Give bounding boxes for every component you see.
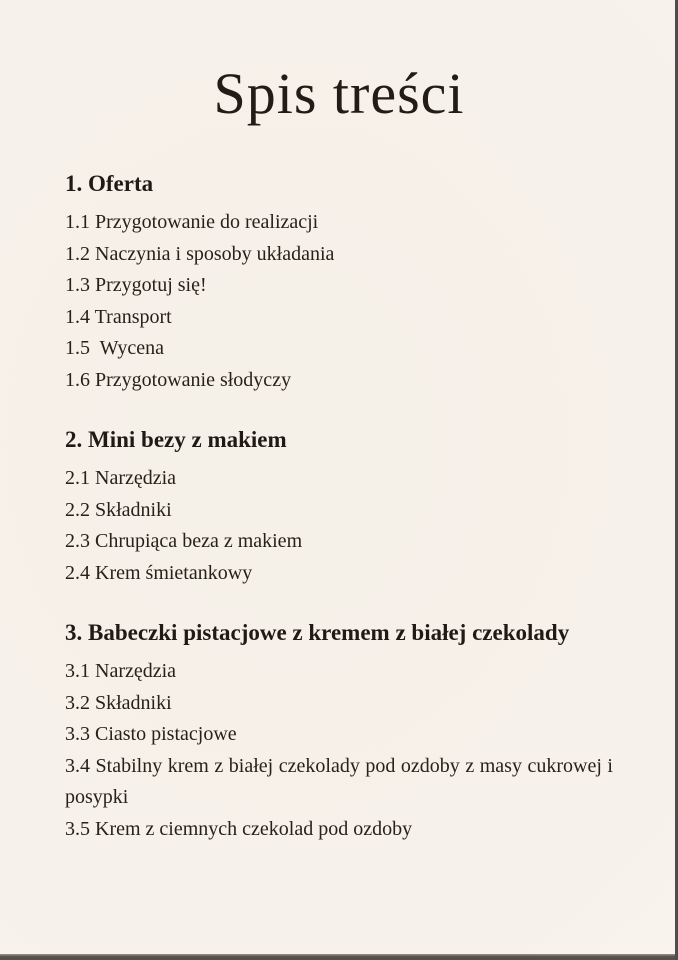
toc-item: 3.2 Składniki (65, 691, 172, 714)
toc-item: 2.4 Krem śmietankowy (65, 561, 253, 584)
toc-section-mini-bezy (65, 424, 613, 589)
section-items (65, 656, 613, 845)
toc-item: 2.3 Chrupiąca beza z makiem (65, 530, 303, 552)
section-items (65, 463, 613, 589)
toc-item: 2.1 Narzędzia (65, 467, 177, 489)
toc-item: 1.2 Naczynia i sposoby układania (65, 242, 335, 265)
toc-section-oferta (65, 168, 613, 396)
toc-item: 1.5 Wycena (65, 337, 164, 359)
section-heading: 3. Babeczki pistacjowe z kremem z białej czekolady (65, 620, 570, 645)
toc-item: 3.4 Stabilny krem z białej czekolady pod ozdoby z masy cukrowej i posypki (65, 754, 613, 808)
section-items (65, 207, 613, 396)
toc-item: 3.3 Ciasto pistacjowe (65, 723, 237, 745)
toc-item: 1.6 Przygotowanie słodyczy (65, 368, 292, 391)
toc-item: 3.1 Narzędzia (65, 660, 177, 682)
page-title: Spis treści (213, 61, 465, 126)
toc-item: 3.5 Krem z ciemnych czekolad pod ozdoby (65, 817, 413, 840)
toc-content (65, 168, 613, 845)
toc-item: 1.3 Przygotuj się! (65, 274, 207, 296)
toc-item: 2.2 Składniki (65, 498, 172, 521)
section-heading: 1. Oferta (65, 171, 154, 196)
toc-item: 1.1 Przygotowanie do realizacji (65, 211, 319, 233)
section-heading: 2. Mini bezy z makiem (65, 427, 287, 452)
toc-item: 1.4 Transport (65, 305, 172, 328)
toc-section-babeczki (65, 617, 613, 845)
page-edge-shadow-bottom (0, 954, 678, 960)
